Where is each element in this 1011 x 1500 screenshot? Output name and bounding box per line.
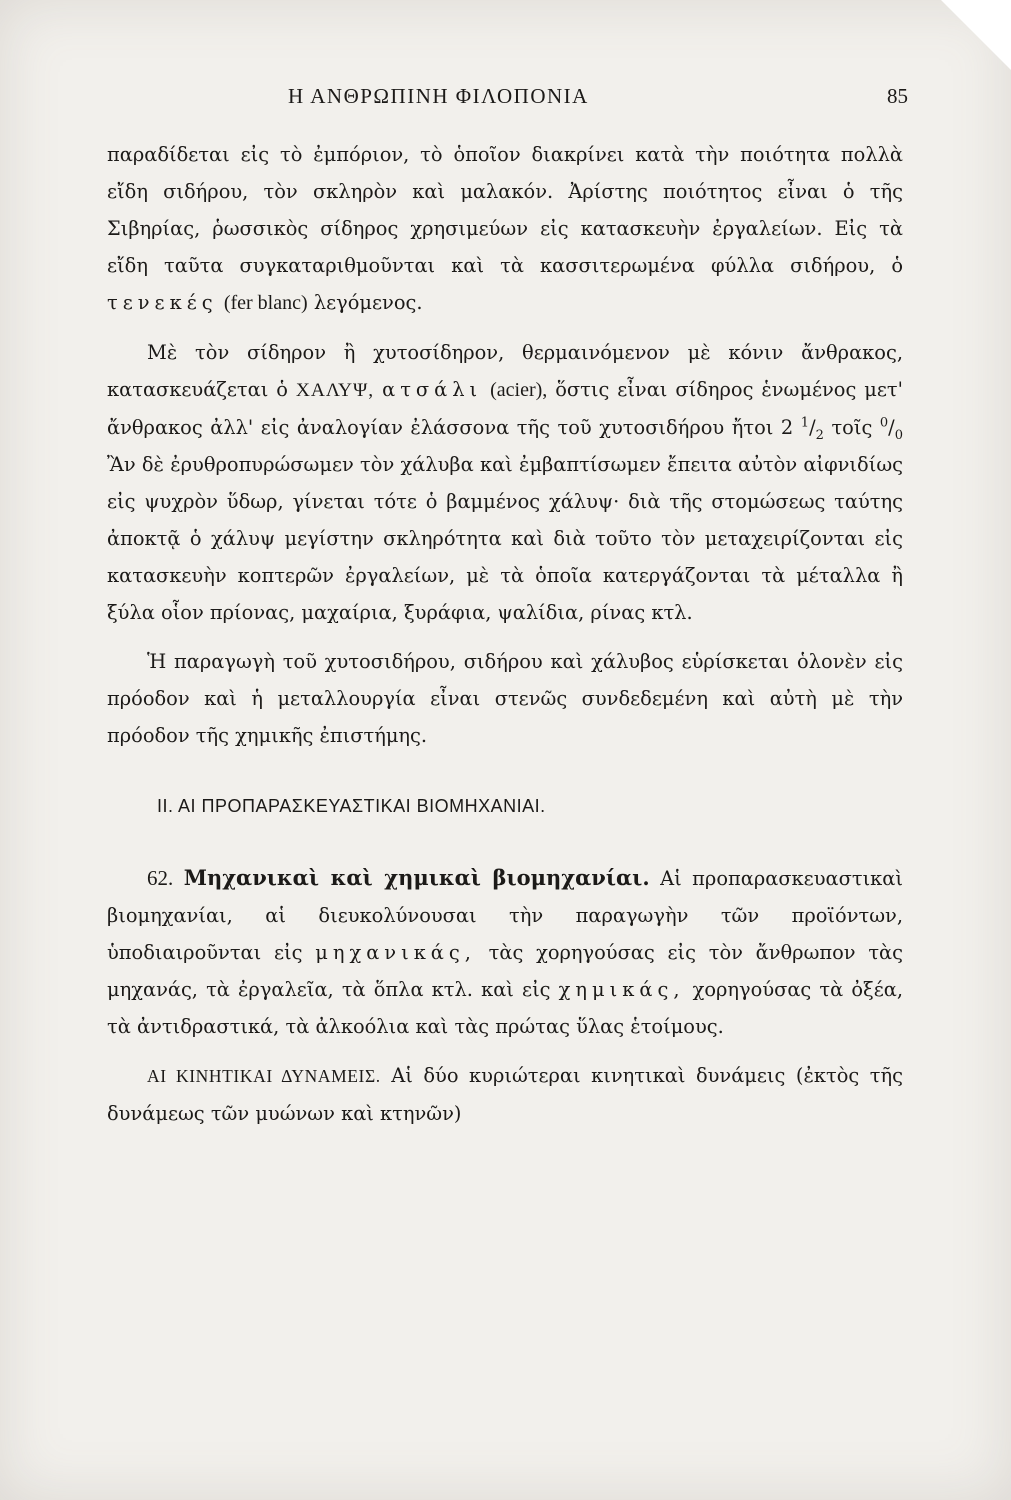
emphasized-term: ατσάλι [382, 378, 483, 401]
paragraph-text: τὰς χορηγούσας εἰς τὸν ἄνθρωπον τὰς μηχανάς, τὰ ἐργαλεῖα, τὰ ὅπλα κτλ. καὶ εἰς [107, 941, 904, 1001]
paragraph-text: λεγόμενος. [313, 291, 423, 314]
percent-sign-top: 0 [879, 415, 889, 431]
paragraph-continued [107, 136, 903, 322]
emphasized-name: ΧΑΛΥΨ, [295, 380, 375, 401]
torn-corner [941, 0, 1011, 70]
item-title: Μηχανικαὶ καὶ χημικαὶ βιομηχανίαι. [183, 865, 650, 890]
paragraph-text: τοῖς [831, 416, 873, 439]
emphasized-term: χημικάς, [558, 978, 685, 1001]
paragraph-steel: Μὲ τὸν σίδηρον ἢ χυτοσίδηρον, θερμαινόμενον μὲ κόνιν ἄνθρακος, κατασκευάζεται ὁ ΧΑΛΥΨ, ατσάλι (acier), ὅστις εἶναι σίδηρος ἑνωμένος μετ' ἄνθρακος ἀλλ' εἰς ἀναλογίαν ἐλάσσονα τῆς τοῦ χυτοσιδήρου ἤτοι 2 $^1/_2$ τοῖς $^0/_0$ Ἂν δὲ ἐρυθροπυρώσωμεν τὸν χάλυβα καὶ ἐμβαπτίσωμεν ἔπειτα αὐτὸν αἰφνιδίως εἰς ψυχρὸν ὕδωρ, γίνεται τότε ὁ βαμμένος χάλυψ· διὰ τῆς στομώσεως ταύτης ἀποκτᾷ ὁ χάλυψ μεγίστην σκληρότητα καὶ διὰ τοῦτο τὸν μεταχειρίζονται εἰς κατασκευὴν κοπτερῶν ἐργαλείων, μὲ τὰ ὁποῖα κατεργάζονται τὰ μέταλλα ἢ ξύλα οἷον πρίονας, μαχαίρια, ξυράφια, ψαλίδια, ρίνας κτλ. [107, 341, 903, 624]
paragraph-production [107, 643, 903, 754]
running-title: Η ΑΝΘΡΩΠΙΝΗ ΦΙΛΟΠΟΝΙΑ [288, 84, 589, 108]
fraction-numerator: 1 [800, 415, 810, 431]
emphasized-term: τενεκές [107, 291, 218, 314]
percent-sign-bottom: 0 [894, 427, 903, 443]
latin-term: (fer blanc) [223, 292, 308, 314]
running-head [108, 84, 908, 114]
paragraph-text: χορηγούσας τὰ ὀξέα, τὰ ἀντιδραστικά, τὰ ἀλκοόλια καὶ τὰς πρώτας ὕλας ἑτοίμους. [107, 978, 904, 1038]
paragraph-text: Ἂν δὲ ἐρυθροπυρώσωμεν τὸν χάλυβα καὶ ἐμβαπτίσωμεν ἔπειτα αὐτὸν αἰφνιδίως εἰς ψυχρὸν ὕδωρ, γίνεται τότε ὁ βαμμένος χάλυψ· διὰ τῆς στομώσεως ταύτης ἀποκτᾷ ὁ χάλυψ μεγίστην σκληρότητα καὶ διὰ τοῦτο τὸν μεταχειρίζονται εἰς κατασκευὴν κοπτερῶν ἐργαλείων, μὲ τὰ ὁποῖα κατεργάζονται τὰ μέταλλα ἢ ξύλα οἷον πρίονας, μαχαίρια, ξυράφια, ψαλίδια, ρίνας κτλ. [107, 453, 903, 624]
paragraph-text: Μὲ τὸν σίδηρον ἢ χυτοσίδηρον, θερμαινόμενον μὲ κόνιν ἄνθρακος, κατασκευάζεται ὁ [107, 341, 903, 401]
paragraph-text: παραδίδεται εἰς τὸ ἐμπόριον, τὸ ὁποῖον διακρίνει κατὰ τὴν ποιότητα πολλὰ εἴδη σιδήρου, τὸν σκληρὸν καὶ μαλακόν. Ἀρίστης ποιότητος εἶναι ὁ τῆς Σιβηρίας, ῥωσσικὸς σίδηρος χρησιμεύων εἰς κατασκευὴν ἐργαλείων. Εἰς τὰ εἴδη ταῦτα συγκαταριθμοῦνται καὶ τὰ κασσιτερωμένα φύλλα σιδήρου, ὁ [107, 143, 903, 277]
page-number: 85 [887, 84, 908, 108]
paragraph-text: Ἡ παραγωγὴ τοῦ χυτοσιδήρου, σιδήρου καὶ χάλυβος εὑρίσκεται ὁλονὲν εἰς πρόοδον καὶ ἡ μεταλλουργία εἶναι στενῶς συνδεδεμένη καὶ αὐτὴ μὲ τὴν πρόοδον τῆς χημικῆς ἐπιστήμης. [107, 650, 903, 747]
section-heading: ΙΙ. ΑΙ ΠΡΟΠΑΡΑΣΚΕΥΑΣΤΙΚΑΙ ΒΙΟΜΗΧΑΝΙΑΙ. [157, 796, 546, 816]
fraction-denominator: 2 [815, 427, 824, 443]
paragraph-forces [107, 1057, 903, 1132]
item-number: 62. [147, 866, 174, 890]
paragraph-text: Αἱ δύο κυριώτεραι κινητικαὶ δυνάμεις (ἐκτὸς τῆς δυνάμεως τῶν μυώνων καὶ κτηνῶν) [107, 1064, 903, 1125]
paragraph-text: ὅστις εἶναι σίδηρος ἑνωμένος μετ' ἄνθρακος ἀλλ' εἰς ἀναλογίαν ἐλάσσονα τῆς τοῦ χυτοσιδήρου ἤτοι 2 [107, 378, 903, 439]
latin-term: (acier), [490, 379, 548, 401]
emphasized-term: μηχανικάς, [315, 941, 476, 964]
paragraph-industries [107, 859, 903, 1045]
paragraph-text: Αἱ προπαρασκευαστικαὶ βιομηχανίαι, αἱ διευκολύνουσαι τὴν παραγωγὴν τῶν προϊόντων, ὑποδιαιροῦνται εἰς [107, 867, 903, 964]
paragraph-heading: ΑΙ ΚΙΝΗΤΙΚΑΙ ΔΥΝΑΜΕΙΣ. [147, 1066, 381, 1086]
text-block [107, 136, 903, 1132]
